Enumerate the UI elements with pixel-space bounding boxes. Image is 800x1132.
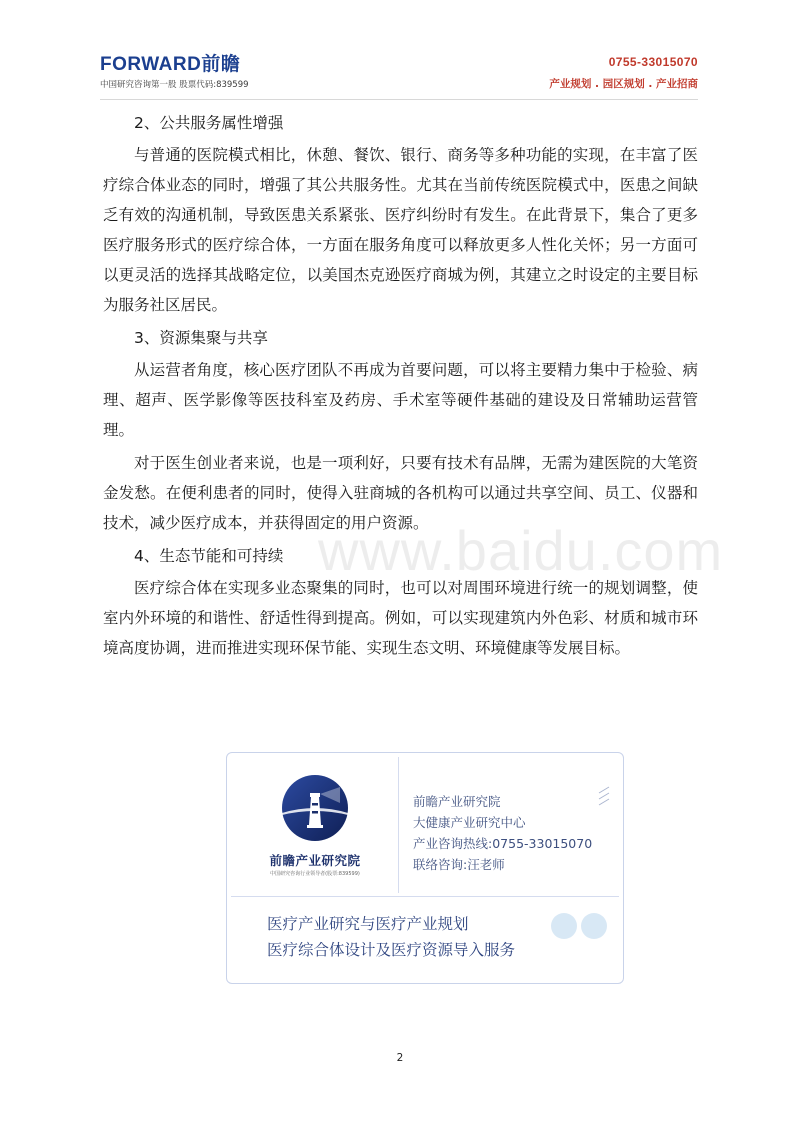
paragraph: 与普通的医院模式相比，休憩、餐饮、银行、商务等多种功能的实现，在丰富了医疗综合体业态的同时，增强了其公共服务性。尤其在当前传统医院模式中，医患之间缺乏有效的沟通机制，导致医患关系紧张、医疗纠纷时有发生。在此背景下，集合了更多医疗服务形式的医疗综合体，一方面在服务角度可以释放更多人性化关怀；另一方面可以更灵活的选择其战略定位，以美国杰克逊医疗商城为例，其建立之时设定的主要目标为服务社区居民。 [103,146,698,314]
bubble-icon [551,913,577,939]
lighthouse-icon [280,773,350,843]
brand-en: FORWARD [100,54,202,75]
service-line: 医疗产业研究与医疗产业规划 [267,915,469,933]
bubble-decoration [547,913,607,943]
section-heading: 2、公共服务属性增强 [134,114,284,132]
document-body [103,108,698,664]
header-divider [100,99,698,100]
section-heading: 4、生态节能和可持续 [134,547,284,565]
watermark: www.baidu.com [318,519,724,582]
institute-logo [267,773,363,893]
info-line: 产业咨询热线:0755-33015070 [413,836,593,851]
paragraph: 医疗综合体在实现多业态聚集的同时，也可以对周围环境进行统一的规划调整，使室内外环境的和谐性、舒适性得到提高。例如，可以实现建筑内外色彩、材质和城市环境高度协调，进而推进实现环保节能、实现生态文明、环境健康等发展目标。 [103,579,698,657]
bubble-icon [581,913,607,939]
contact-info [413,791,592,875]
section-heading: 3、资源集聚与共享 [134,329,268,347]
promo-card [226,752,624,984]
page-header [0,0,800,100]
header-contact [549,55,698,91]
info-line: 前瞻产业研究院 [413,794,501,809]
card-hdivider [231,896,619,897]
brand-cn: 前瞻 [201,54,241,75]
service-line: 医疗综合体设计及医疗资源导入服务 [267,941,516,959]
institute-subtitle: 中国研究咨询行业领导者(股票:839599) [270,871,360,877]
info-line: 联络咨询:汪老师 [413,857,505,872]
card-divider [398,757,399,893]
paragraph: 对于医生创业者来说，也是一项利好，只要有技术有品牌，无需为建医院的大笔资金发愁。在便利患者的同时，使得入驻商城的各机构可以通过共享空间、员工、仪器和技术，减少医疗成本，并获得固定的用户资源。 [103,454,698,532]
header-phone: 0755-33015070 [608,55,698,69]
paragraph: 从运营者角度，核心医疗团队不再成为首要问题，可以将主要精力集中于检验、病理、超声、医学影像等医技科室及药房、手术室等硬件基础的建设及日常辅助运营管理。 [103,361,698,439]
brand-subtitle: 中国研究咨询第一股 股票代码:839599 [100,80,249,90]
forward-logo [100,55,249,90]
service-list [267,911,515,963]
page-number: 2 [396,1052,404,1064]
institute-name: 前瞻产业研究院 [269,853,361,868]
info-line: 大健康产业研究中心 [413,815,526,830]
slash-decoration-icon [597,785,611,809]
header-tagline: 产业规划 . 园区规划 . 产业招商 [549,78,698,90]
